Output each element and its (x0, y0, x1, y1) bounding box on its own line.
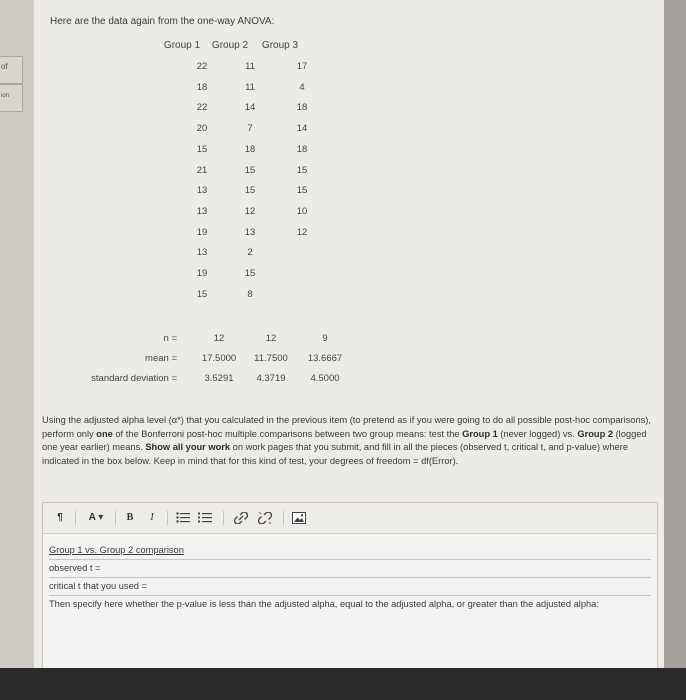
data-cell: 11 (245, 61, 255, 72)
data-cell: 15 (196, 288, 208, 300)
comparison-title: Group 1 vs. Group 2 comparison (49, 542, 651, 560)
stat-n: 9 (322, 333, 328, 344)
data-cell: 7 (247, 123, 253, 135)
data-cell: 18 (296, 143, 308, 155)
data-cell: 15 (244, 268, 256, 279)
bold-icon[interactable]: B (126, 512, 134, 523)
instruction-text: (logged one year earlier) means. (42, 428, 647, 453)
stat-mean: 13.6667 (307, 353, 343, 364)
stat-mean: 11.7500 (254, 353, 288, 364)
italic-icon[interactable]: I (150, 512, 154, 523)
data-cell: 14 (244, 102, 256, 114)
instruction-bold: Group 2 (577, 428, 613, 439)
n-label: n = (163, 333, 177, 344)
data-cell: 18 (196, 81, 208, 93)
editor-content[interactable] (43, 534, 657, 611)
data-cell: 21 (196, 164, 208, 176)
data-cell: 13 (196, 205, 208, 217)
data-cell: 13 (196, 247, 208, 259)
data-cell: 18 (244, 143, 256, 155)
data-heading: Here are the data again from the one-way ANOVA: (50, 16, 275, 27)
data-cell: 15 (296, 185, 308, 197)
numbered-list-icon[interactable] (195, 509, 215, 526)
font-color-icon[interactable]: A ▾ (88, 512, 104, 523)
instruction-bold: one (96, 428, 113, 439)
unlink-icon[interactable] (255, 509, 275, 526)
data-cell: 20 (196, 123, 208, 135)
data-cell: 4 (299, 81, 305, 93)
answer-editor (42, 502, 658, 670)
question-page (34, 0, 664, 668)
instruction-bold: Show all your work (145, 442, 231, 453)
data-cell: 12 (244, 205, 256, 217)
data-cell: 17 (296, 61, 308, 72)
bulleted-list-icon[interactable] (173, 509, 193, 526)
data-cell: 22 (196, 102, 208, 114)
instruction-bold: Group 1 (462, 428, 498, 439)
sidebar-text-fragment: of (1, 62, 8, 71)
critical-t-line[interactable]: critical t that you used = (49, 578, 651, 596)
instruction-text: on work pages that you submit, and fill in all the pieces (observed t, critical t, and p-value) where indicated in the box below. Keep in mind that for this kind of test, your degrees of freedom = df(Error). (42, 442, 628, 466)
data-cell: 15 (296, 164, 308, 176)
image-icon[interactable] (289, 509, 309, 526)
data-cell: 19 (196, 226, 208, 238)
data-cell: 15 (196, 143, 208, 155)
data-cell: 18 (296, 102, 308, 114)
data-cell: 13 (244, 226, 256, 238)
data-cell: 12 (296, 226, 308, 238)
editor-toolbar (43, 503, 657, 534)
paragraph-icon[interactable]: ¶ (57, 512, 63, 523)
group-header: Group 2 (211, 40, 249, 51)
mean-label: mean = (145, 353, 177, 364)
bottom-bar (0, 668, 686, 700)
data-cell: 19 (196, 268, 208, 279)
stat-n: 12 (265, 333, 277, 344)
stat-n: 12 (213, 333, 225, 344)
data-cell: 22 (196, 61, 208, 72)
instruction-text: of the Bonferroni post-hoc multiple comparisons between two group means: test the (112, 428, 463, 439)
instruction-text: Using the adjusted alpha level (α*) that you calculated in the previous item (to pretend as if you were going to do all possible post-hoc comparisons), perform only (42, 415, 651, 439)
right-margin (664, 0, 686, 668)
stat-sd: 4.3719 (256, 373, 286, 384)
group-header: Group 3 (261, 40, 299, 51)
group-header: Group 1 (163, 40, 201, 51)
data-cell: 10 (296, 205, 308, 217)
stat-sd: 3.5291 (204, 373, 234, 384)
stat-sd: 4.5000 (310, 373, 340, 384)
observed-t-line[interactable]: observed t = (49, 560, 651, 578)
instruction-text: (never logged) vs. (497, 428, 578, 439)
sidebar-text-fragment: ion (1, 93, 10, 99)
data-cell: 15 (244, 164, 256, 176)
data-cell: 2 (247, 247, 253, 259)
data-cell: 14 (296, 123, 308, 135)
data-cell: 11 (245, 81, 255, 93)
data-cell: 13 (196, 185, 208, 197)
question-instructions (42, 414, 654, 468)
data-cell: 8 (247, 288, 253, 300)
p-value-line[interactable]: Then specify here whether the p-value is less than the adjusted alpha, equal to the adjusted alpha, or greater than the adjusted alpha: (49, 599, 599, 609)
sd-label: standard deviation = (91, 373, 177, 384)
stat-mean: 17.5000 (201, 353, 237, 364)
data-cell: 15 (244, 185, 256, 197)
link-icon[interactable] (231, 509, 251, 526)
